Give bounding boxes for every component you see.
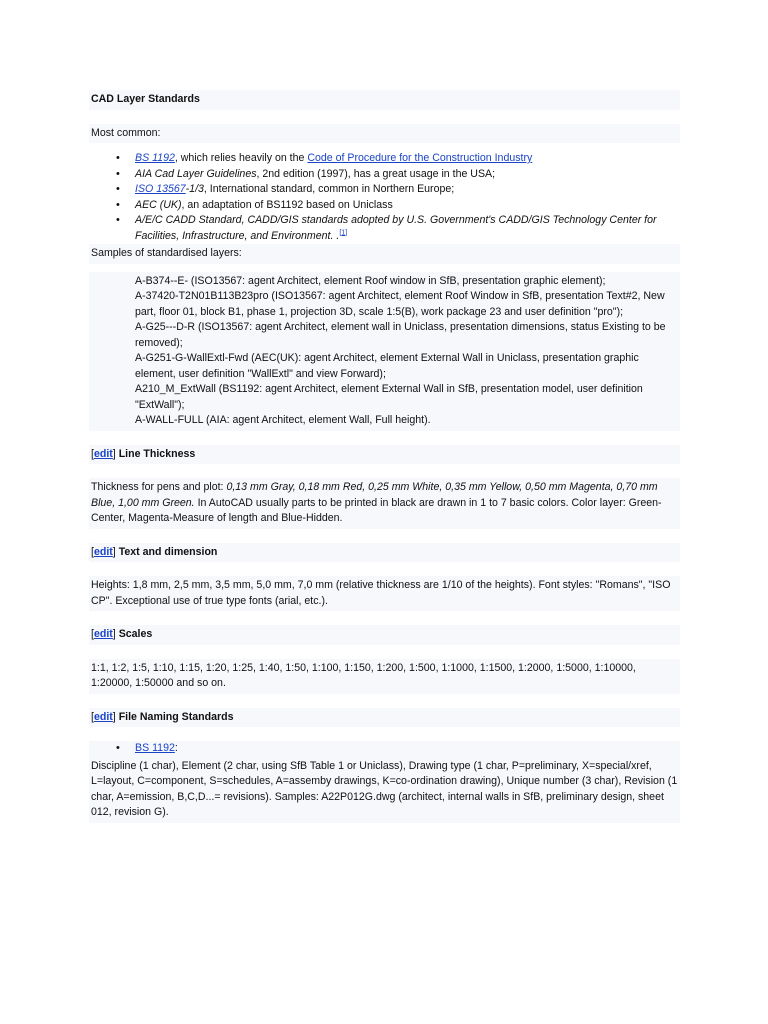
- sample-layer: A-B374--E- (ISO13567: agent Architect, element Roof window in SfB, presentation graphic element);: [135, 274, 606, 287]
- bracket: [: [91, 447, 94, 460]
- bs1192-link[interactable]: BS 1192: [135, 152, 175, 164]
- bracket: [: [91, 710, 94, 723]
- list-item: [89, 182, 680, 198]
- reference-link[interactable]: [1]: [339, 228, 348, 236]
- edit-link-scales[interactable]: edit: [93, 628, 113, 640]
- bracket: [: [91, 545, 94, 558]
- bullet-icon: •: [116, 152, 120, 164]
- bracket: ]: [112, 710, 116, 723]
- bullet-icon: •: [116, 214, 120, 226]
- bullet-icon: •: [116, 167, 120, 180]
- sample-layer: A-G251-G-WallExtl-Fwd (AEC(UK): agent Architect, element External Wall in Uniclass, presentation graphic element, user definition "WallExtl" and view Forward);: [135, 352, 639, 380]
- most-common-label: Most common:: [89, 124, 680, 144]
- sample-layer: A-G25---D-R (ISO13567: agent Architect, element wall in Uniclass, presentation dimensions, status Existing to be removed);: [135, 321, 666, 349]
- bullet-icon: •: [116, 198, 120, 211]
- list-item-text: .: [333, 229, 340, 242]
- bullet-icon: •: [116, 183, 120, 195]
- sample-layer: A-WALL-FULL (AIA: agent Architect, element Wall, Full height).: [135, 414, 431, 426]
- heading-text: File Naming Standards: [118, 710, 234, 723]
- paragraph-text: In AutoCAD usually parts to be printed in black are drawn in 1 to 7 basic colors. Color layer: Green-Center, Magenta-Measure of length and Blue-Hidden.: [91, 496, 662, 524]
- edit-link-line-thickness[interactable]: edit: [93, 447, 113, 460]
- list-item-italic: A/E/C CADD Standard, CADD/GIS standards adopted by U.S. Government's CADD/GIS Technology Center for Facilities, Infrastructure, and Environment.: [135, 214, 657, 242]
- list-item: [89, 213, 680, 244]
- section-heading-file-naming: [89, 708, 680, 728]
- scales-paragraph: 1:1, 1:2, 1:5, 1:10, 1:15, 1:20, 1:25, 1:40, 1:50, 1:100, 1:150, 1:200, 1:500, 1:1000, 1:1500, 1:2000, 1:5000, 1:10000, 1:20000, 1:50000 and so on.: [89, 659, 680, 694]
- list-item-text: , an adaptation of BS1192 based on Uniclass: [181, 198, 393, 211]
- list-item: [89, 741, 680, 757]
- list-item-text: , which relies heavily on the: [174, 152, 308, 164]
- line-thickness-paragraph: [89, 478, 680, 529]
- bracket: ]: [112, 447, 116, 460]
- list-item: [89, 198, 680, 214]
- edit-link-file-naming[interactable]: edit: [93, 710, 113, 723]
- code-of-procedure-link[interactable]: Code of Procedure for the Construction Industry: [307, 152, 533, 164]
- heading-text: Scales: [118, 628, 153, 640]
- bracket: ]: [112, 545, 116, 558]
- bracket: ]: [112, 628, 116, 640]
- iso13567-link[interactable]: ISO 13567: [135, 183, 186, 195]
- bracket: [: [91, 628, 94, 640]
- heading-text: Line Thickness: [118, 447, 196, 460]
- sample-layer: A-37420-T2N01B113B23pro (ISO13567: agent Architect, element Roof Window in SfB, presentation Text#2, New part, floor 01, block B1, phase 1, projection 3D, scale 1:5(B), work package 23 and user definition "pro");: [135, 290, 665, 318]
- samples-label: Samples of standardised layers:: [89, 244, 680, 264]
- section-heading-scales: [89, 625, 680, 645]
- page-title: CAD Layer Standards: [89, 90, 680, 110]
- list-item-italic: AEC (UK): [135, 198, 182, 211]
- paragraph-text: Thickness for pens and plot:: [91, 481, 227, 493]
- list-item: [89, 151, 680, 167]
- samples-block: [89, 272, 680, 431]
- section-heading-text-dimension: [89, 543, 680, 563]
- bs1192-file-naming-link[interactable]: BS 1192: [135, 742, 175, 754]
- section-heading-line-thickness: [89, 445, 680, 465]
- bullet-icon: •: [116, 742, 120, 754]
- edit-link-text-dimension[interactable]: edit: [93, 545, 113, 558]
- list-item-text: , International standard, common in Northern Europe;: [203, 183, 455, 195]
- list-item: [89, 167, 680, 183]
- file-naming-paragraph: Discipline (1 char), Element (2 char, using SfB Table 1 or Uniclass), Drawing type (1 char, P=preliminary, X=special/xref, L=layout, C=component, S=schedules, A=assemby drawings, K=co-ordination drawing), Unique number (3 char), Revision (1 char, A=emission, B,C,D...= revisions). Samples: A22P012G.dwg (architect, internal walls in SfB, preliminary design, sheet 012, revision G).: [89, 757, 680, 823]
- file-naming-list: [89, 741, 680, 757]
- list-item-text: , 2nd edition (1997), has a great usage in the USA;: [256, 167, 496, 180]
- paragraph-italic: 0,13 mm Gray, 0,18 mm Red, 0,25 mm White, 0,35 mm Yellow, 0,50 mm Magenta, 0,70 mm Blue, 1,00 mm Green.: [91, 481, 658, 509]
- document-page: [89, 90, 680, 823]
- heading-text: Text and dimension: [118, 545, 218, 558]
- list-item-italic: AIA Cad Layer Guidelines: [135, 167, 257, 180]
- list-item-text: :: [174, 742, 178, 754]
- sample-layer: A210_M_ExtWall (BS1192: agent Architect, element External Wall in SfB, presentation model, user definition "ExtWall");: [135, 383, 643, 411]
- list-item-italic: -1/3: [185, 183, 204, 195]
- standards-list: [89, 151, 680, 244]
- text-dimension-paragraph: Heights: 1,8 mm, 2,5 mm, 3,5 mm, 5,0 mm, 7,0 mm (relative thickness are 1/10 of the heights). Font styles: "Romans", "ISO CP". Exceptional use of true type fonts (arial, etc.).: [89, 576, 680, 611]
